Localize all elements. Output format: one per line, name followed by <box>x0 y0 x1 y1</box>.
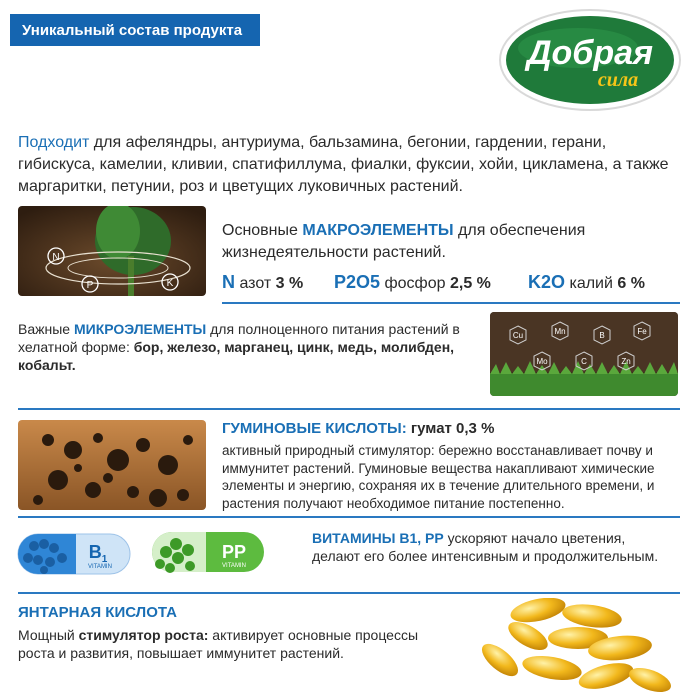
vitamin-b-caption: VITAMIN <box>88 564 112 570</box>
macro-description <box>222 220 672 264</box>
macro-image-label-n: N <box>52 252 60 263</box>
succinic-description <box>18 626 448 662</box>
divider-2 <box>18 408 680 410</box>
micro-label-mn: Mn <box>554 327 566 336</box>
nutrient-p-value: 2,5 % <box>449 275 491 292</box>
humic-description: активный природный стимулятор: бережно восстанавливает почву и иммунитет растений. Гуминовые вещества накапливают химические элементы и энергию, сохраняя их в течение длительного времени, и растения получают необходимое питание постепенно. <box>222 443 655 511</box>
section-title: Уникальный состав продукта <box>22 21 243 39</box>
vitamin-pp-capsule <box>148 522 268 584</box>
intro-text: для афеляндры, антуриума, бальзамина, бегонии, гардении, герани, гибискуса, камелии, кливии, спатифиллума, фиалки, фуксии, хойи, цикламена, а также маргаритки, петунии, роз и цветущих луковичных растений. <box>18 134 669 195</box>
succinic-pre: Мощный <box>18 627 79 643</box>
vitamin-b-subscript: 1 <box>101 554 108 565</box>
macro-highlight: МАКРОЭЛЕМЕНТЫ <box>302 222 454 239</box>
succinic-bold: стимулятор роста: <box>78 627 209 643</box>
nutrient-n-symbol: N <box>222 272 235 292</box>
humic-title <box>222 420 494 437</box>
micro-soil-image <box>490 312 678 396</box>
vitamin-pp-caption: VITAMIN <box>222 563 246 569</box>
succinic-post: активирует основные процессы роста и развития, повышает иммунитет растений. <box>18 627 419 661</box>
micro-label-mo: Mo <box>536 357 548 366</box>
vitamins-text: ускоряют начало цветения, делают его более интенсивным и продолжительным. <box>312 530 659 564</box>
succinic-capsules-image <box>470 598 680 696</box>
micro-pre: Важные <box>18 321 74 337</box>
vitamins-description <box>312 529 672 565</box>
humic-highlight: ГУМИНОВЫЕ КИСЛОТЫ: <box>222 420 407 437</box>
micro-label-cu: Cu <box>512 331 524 340</box>
macro-post: для обеспечения жизнедеятельности растений. <box>222 222 586 261</box>
vitamins-highlight: ВИТАМИНЫ В1, РР <box>312 530 444 546</box>
divider-1 <box>222 302 680 304</box>
logo-word-1: Добрая <box>526 34 654 72</box>
vitamin-pp-letters: PP <box>221 542 247 562</box>
micro-description <box>18 320 473 374</box>
micro-list: бор, железо, марганец, цинк, медь, молибден, кобальт. <box>18 339 455 373</box>
nutrient-k <box>528 272 645 293</box>
vitamin-b-letter: B <box>88 542 102 562</box>
macro-image-label-k: K <box>166 278 174 289</box>
intro-paragraph <box>18 132 678 198</box>
nutrient-p <box>334 272 491 293</box>
succinic-title: ЯНТАРНАЯ КИСЛОТА <box>18 604 177 621</box>
divider-4 <box>18 592 680 594</box>
nutrient-n <box>222 272 303 293</box>
micro-post: для полноценного питания растений в хелатной форме: <box>18 321 460 355</box>
logo-word-2: сила <box>597 69 639 91</box>
intro-lead: Подходит <box>18 134 90 151</box>
micro-label-b: B <box>599 331 605 340</box>
nutrient-k-value: 6 % <box>617 275 645 292</box>
nutrient-p-name: фосфор <box>384 275 446 292</box>
humic-acid-image <box>18 420 206 510</box>
nutrient-k-symbol: K2O <box>528 272 566 292</box>
micro-label-fe: Fe <box>637 327 647 336</box>
macro-pre: Основные <box>222 222 303 239</box>
humic-value: гумат 0,3 % <box>406 420 495 437</box>
section-title-tab <box>10 14 260 46</box>
micro-label-zn: Zn <box>621 357 631 366</box>
micro-highlight: МИКРОЭЛЕМЕНТЫ <box>73 321 207 337</box>
nutrient-k-name: калий <box>569 275 613 292</box>
macro-image-label-p: P <box>86 280 94 291</box>
divider-3 <box>18 516 680 518</box>
nutrient-n-value: 3 % <box>275 275 304 292</box>
macro-soil-image <box>18 206 206 296</box>
vitamin-b1-capsule <box>14 520 134 582</box>
brand-logo <box>498 8 682 112</box>
nutrient-n-name: азот <box>239 275 272 292</box>
micro-label-c: C <box>581 357 587 366</box>
nutrient-p-symbol: P2O5 <box>334 272 381 292</box>
